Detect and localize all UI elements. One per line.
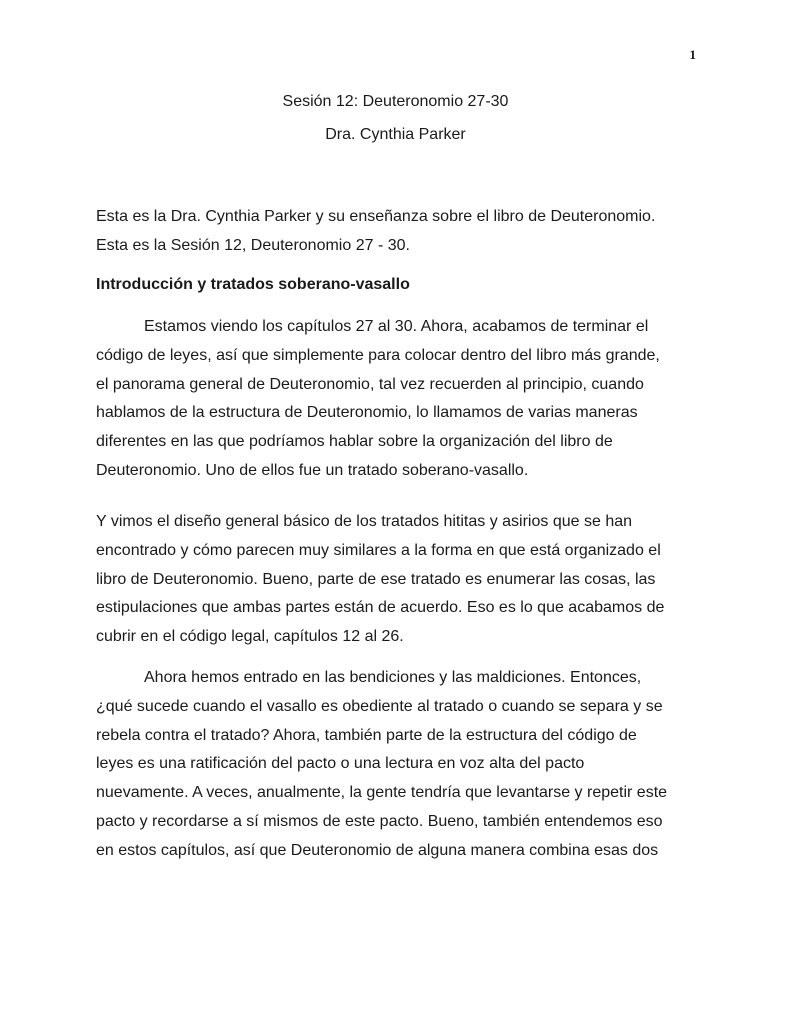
section-heading: Introducción y tratados soberano-vasallo — [96, 276, 410, 293]
paragraph-line: rebela contra el tratado? Ahora, también parte de la estructura del código de — [96, 726, 637, 744]
page-number: 1 — [689, 47, 696, 62]
intro-line: Esta es la Sesión 12, Deuteronomio 27 - 30. — [96, 236, 410, 254]
paragraph-line: el panorama general de Deuteronomio, tal vez recuerden al principio, cuando — [96, 375, 644, 393]
paragraph-line: Deuteronomio. Uno de ellos fue un tratado soberano-vasallo. — [96, 461, 529, 479]
paragraph-line: hablamos de la estructura de Deuteronomio, lo llamamos de varias maneras — [96, 404, 638, 422]
paragraph-3 — [96, 664, 696, 866]
paragraph-line: Estamos viendo los capítulos 27 al 30. Ahora, acabamos de terminar el — [144, 318, 649, 335]
paragraph-line: nuevamente. A veces, anualmente, la gente tendría que levantarse y repetir este — [96, 784, 668, 802]
intro-paragraph — [96, 203, 696, 261]
paragraph-line: en estos capítulos, así que Deuteronomio de alguna manera combina esas dos — [96, 841, 659, 859]
paragraph-line: pacto y recordarse a sí mismos de este pacto. Bueno, también entendemos eso — [96, 812, 663, 830]
paragraph-line: Y vimos el diseño general básico de los tratados hititas y asirios que se han — [96, 513, 633, 530]
paragraph-1 — [96, 313, 696, 486]
paragraph-line: Ahora hemos entrado en las bendiciones y las maldiciones. Entonces, — [144, 669, 642, 686]
intro-line: Esta es la Dra. Cynthia Parker y su enseñanza sobre el libro de Deuteronomio. — [96, 208, 656, 225]
paragraph-line: ¿qué sucede cuando el vasallo es obediente al tratado o cuando se separa y se — [96, 697, 663, 715]
paragraph-line: libro de Deuteronomio. Bueno, parte de ese tratado es enumerar las cosas, las — [96, 570, 656, 588]
document-title: Sesión 12: Deuteronomio 27-30 — [282, 93, 509, 110]
document-author: Dra. Cynthia Parker — [325, 126, 466, 143]
paragraph-line: código de leyes, así que simplemente para colocar dentro del libro más grande, — [96, 346, 660, 364]
paragraph-2 — [96, 508, 696, 652]
paragraph-line: estipulaciones que ambas partes están de acuerdo. Eso es lo que acabamos de — [96, 599, 665, 617]
paragraph-line: encontrado y cómo parecen muy similares a la forma en que está organizado el — [96, 541, 661, 559]
paragraph-line: leyes es una ratificación del pacto o una lectura en voz alta del pacto — [96, 755, 585, 773]
paragraph-line: cubrir en el código legal, capítulos 12 al 26. — [96, 628, 404, 646]
paragraph-line: diferentes en las que podríamos hablar sobre la organización del libro de — [96, 433, 613, 451]
